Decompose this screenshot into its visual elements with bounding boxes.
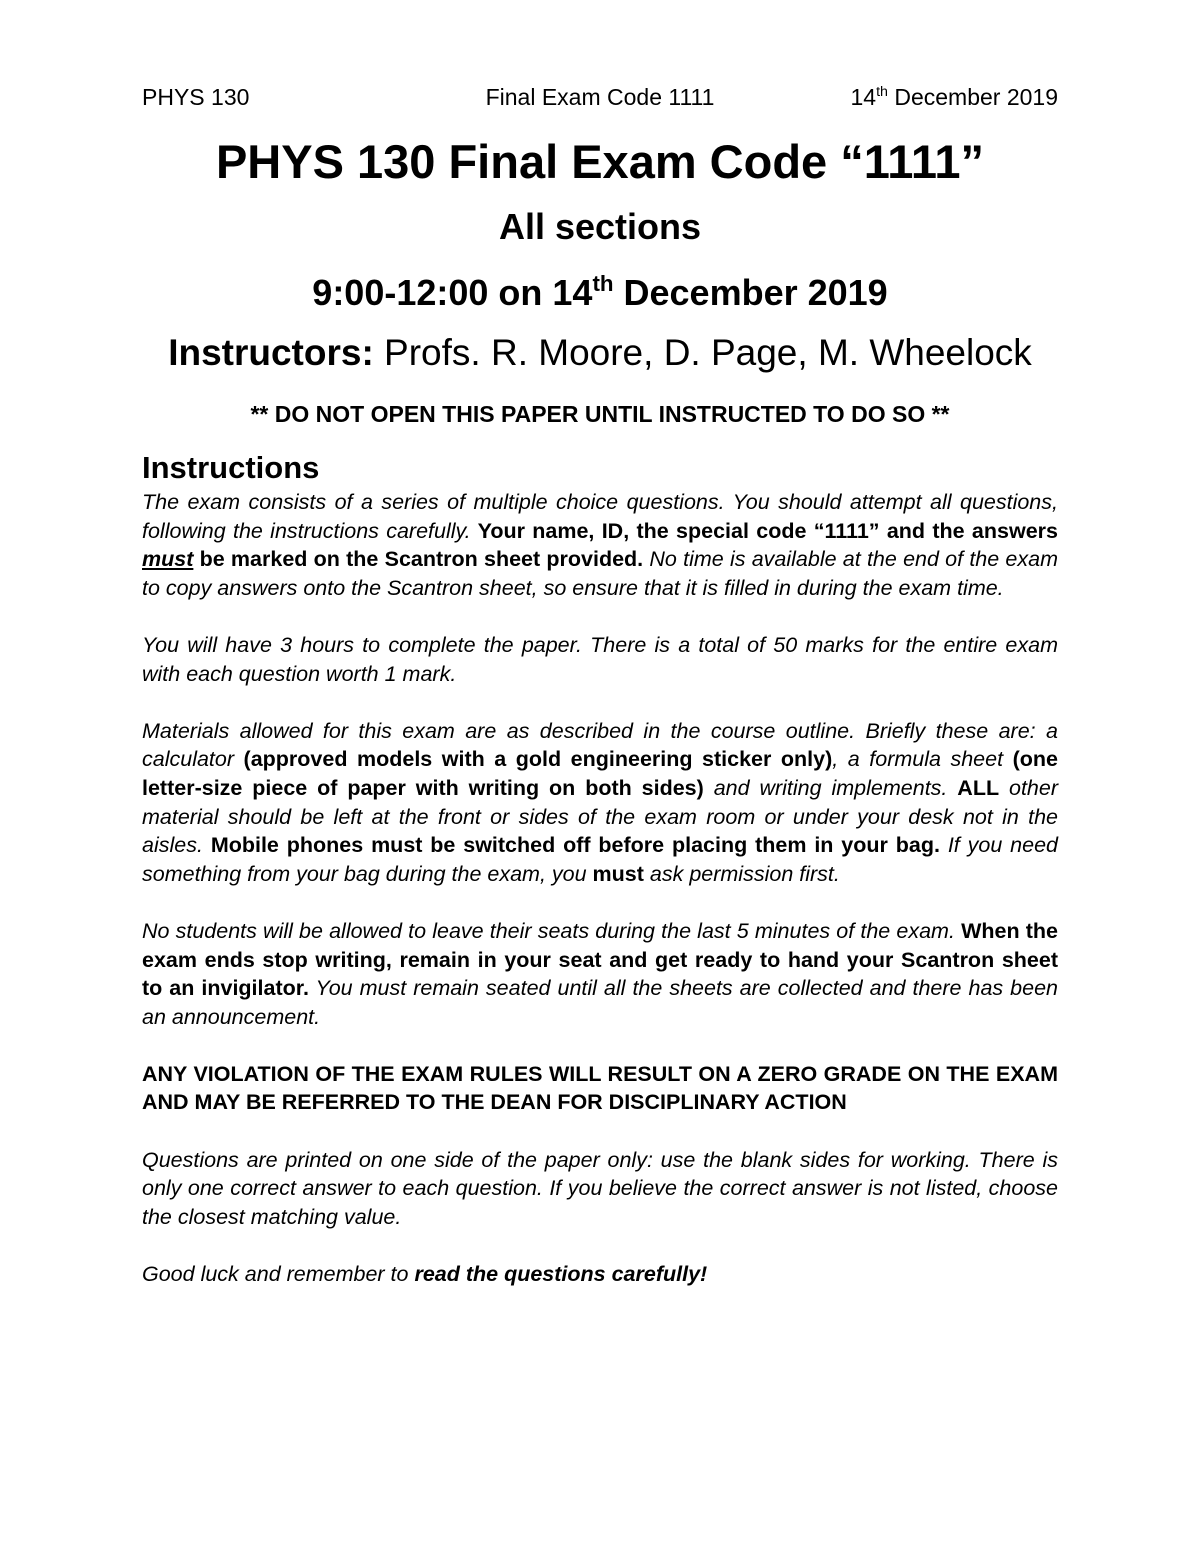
header-course: PHYS 130	[142, 84, 250, 110]
instructions-paragraph-1	[142, 488, 1058, 602]
p3-j: must	[592, 861, 644, 886]
exam-datetime-suffix: th	[592, 271, 614, 297]
running-header	[142, 82, 1058, 112]
p1-bold-b: be marked on the Scantron sheet provided.	[193, 547, 644, 572]
p4-c: You must remain seated until all the sheets are collected and there has been an announcement.	[142, 976, 1058, 1029]
instructions-paragraph-3	[142, 717, 1058, 889]
instructions-section	[142, 450, 1058, 1289]
p3-a: Materials allowed for this exam are as described in the course outline. Briefly these are: a calculator	[142, 718, 1058, 772]
instructors-names: Profs. R. Moore, D. Page, M. Wheelock	[373, 332, 1032, 373]
p3-h: Mobile phones must be switched off before placing them in your bag.	[210, 833, 940, 858]
p3-i: If you need something from your bag during the exam, you	[142, 833, 1058, 886]
p3-f: ALL	[957, 775, 1000, 800]
exam-datetime-rest: December 2019	[613, 272, 888, 313]
p3-d: (one letter-size piece of paper with writing on both sides)	[142, 747, 1058, 800]
header-date-day: 14	[850, 84, 877, 110]
p1-outro: No time is available at the end of the exam to copy answers onto the Scantron sheet, so ensure that it is filled in during the exam time.	[142, 547, 1059, 600]
p3-g: other material should be left at the front or sides of the exam room or under your desk not in the aisles.	[142, 775, 1058, 858]
p4-a: No students will be allowed to leave their seats during the last 5 minutes of the exam.	[142, 918, 962, 943]
exam-datetime-prefix: 9:00-12:00 on 14	[312, 272, 593, 313]
p3-c: , a formula sheet	[832, 747, 1013, 772]
p1-must: must	[142, 547, 194, 572]
instructions-heading: Instructions	[142, 450, 320, 485]
page-subtitle: All sections	[498, 206, 702, 247]
p3-e: and writing implements.	[703, 775, 958, 800]
p1-bold-a: Your name, ID, the special code “1111” and the answers	[470, 518, 1058, 543]
header-date-rest: December 2019	[887, 84, 1058, 110]
p7-a: Good luck and remember to	[142, 1262, 415, 1287]
p3-k: ask permission first.	[643, 861, 840, 886]
instructors-label: Instructors:	[168, 332, 374, 373]
instructions-paragraph-6: Questions are printed on one side of the paper only: use the blank sides for working. There is only one correct answer to each question. If you believe the correct answer is not listed, choose the closest matching value.	[142, 1147, 1058, 1229]
instructions-paragraph-7	[142, 1260, 1058, 1289]
p7-b: read the questions carefully!	[414, 1262, 708, 1287]
p3-b: (approved models with a gold engineering sticker only)	[234, 747, 833, 772]
header-date-suffix: th	[876, 84, 888, 101]
exam-datetime	[0, 268, 1200, 318]
instructions-paragraph-4	[142, 917, 1058, 1031]
p1-intro: The exam consists of a series of multiple choice questions. You should attempt all questions, following the instructions carefully.	[142, 490, 1058, 543]
header-date	[850, 82, 1058, 112]
instructors-line	[0, 328, 1200, 378]
page-title: PHYS 130 Final Exam Code “1111”	[215, 135, 985, 188]
instructions-paragraph-5-violation: ANY VIOLATION OF THE EXAM RULES WILL RESULT ON A ZERO GRADE ON THE EXAM AND MAY BE REFERRED TO THE DEAN FOR DISCIPLINARY ACTION	[142, 1061, 1058, 1115]
header-exam-code: Final Exam Code 1111	[485, 84, 715, 110]
instructions-paragraph-2: You will have 3 hours to complete the paper. There is a total of 50 marks for the entire exam with each question worth 1 mark.	[142, 632, 1058, 686]
do-not-open-warning: ** DO NOT OPEN THIS PAPER UNTIL INSTRUCTED TO DO SO **	[250, 401, 950, 427]
p4-b: When the exam ends stop writing, remain in your seat and get ready to hand your Scantron sheet to an invigilator.	[142, 918, 1058, 1001]
